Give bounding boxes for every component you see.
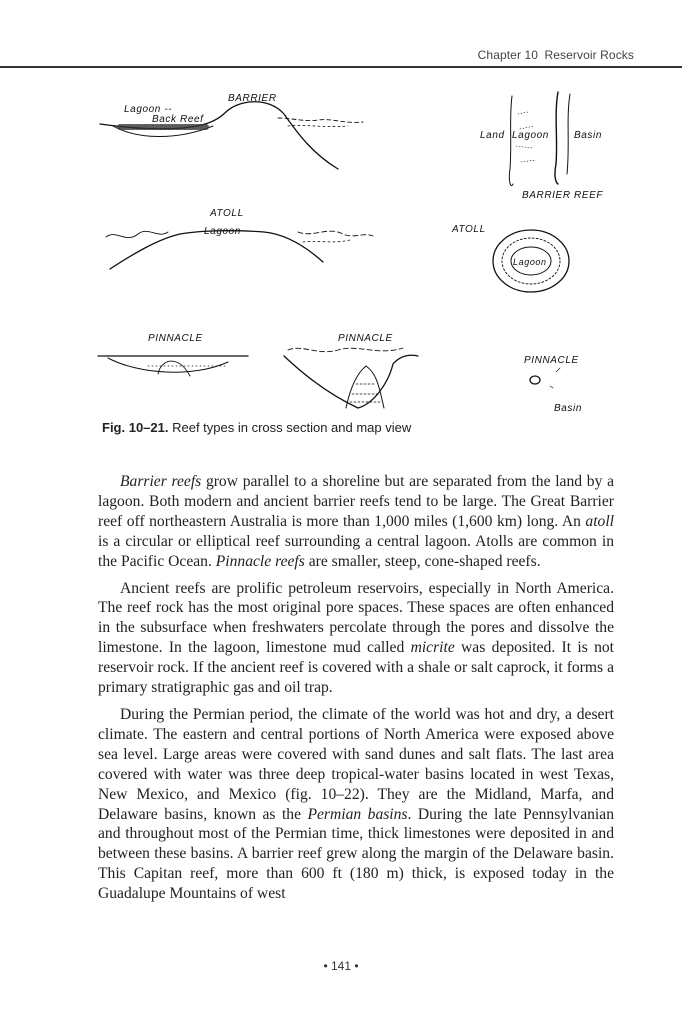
label-atoll-lagoon: Lagoon <box>204 226 241 237</box>
paragraph-2-text-a: Ancient reefs are prolific petroleum reservoirs, especially in North America. The reef rock has the most original pore spaces. These spaces are often enhanced in the subsurface when freshwaters percolate through the pores and dissolve the limestone. In the lagoon, limestone mud called <box>98 579 614 657</box>
label-barrier: BARRIER <box>228 93 277 104</box>
paragraph-1-text-a: grow parallel to a shoreline but are separated from the land by a lagoon. Both modern and ancient barrier reefs tend to be large. The Great Barrier reef off northeastern Australia is more than 1,000 miles (1,600 km) long. An <box>98 473 615 530</box>
figure-caption <box>102 420 411 435</box>
label-map-land: Land <box>480 130 505 141</box>
label-back-reef: Back Reef <box>152 114 204 125</box>
running-head <box>478 48 634 62</box>
header-rule <box>0 66 682 68</box>
label-pinnacle-left: PINNACLE <box>148 333 203 344</box>
label-lagoon: Lagoon -- <box>124 104 173 115</box>
paragraph-3 <box>98 705 614 904</box>
paragraph-3-text-a: During the Permian period, the climate of the world was hot and dry, a desert climate. The eastern and central portions of North America were exposed above sea level. Large areas were covered with sand dunes and salt flats. The last area covered with water was three deep tropical-water basins located in west Texas, New Mexico, and Mexico (fig. 10–22). They are the Midland, Marfa, and Delaware basins, known as the <box>98 705 614 823</box>
label-map-lagoon: Lagoon <box>512 130 549 141</box>
label-map-basin: Basin <box>574 130 603 141</box>
chapter-title: Reservoir Rocks <box>544 48 634 62</box>
paragraph-2 <box>98 579 614 698</box>
paragraph-3-text-b: . During the late Pennsylvanian and throughout most of the Permian time, thick limestones were deposited in and between these basins. A barrier reef grew along the margin of the Delaware basin. This Capitan reef, more than 600 ft (180 m) thick, is exposed today in the Guadalupe Mountains of west <box>98 805 614 903</box>
pinnacle-cross-section <box>98 348 418 408</box>
label-map-pinnacle: PINNACLE <box>524 355 579 366</box>
label-pinnacle-right: PINNACLE <box>338 333 393 344</box>
paragraph-1-text-b: is a circular or elliptical reef surrounding a central lagoon. Atolls are common in the Pacific Ocean. <box>98 532 614 570</box>
term-pinnacle-reefs: Pinnacle reefs <box>215 552 305 570</box>
term-permian-basins: Permian basins <box>307 805 408 823</box>
paragraph-2-text-b: was deposited. It is not reservoir rock. If the ancient reef is covered with a shale or salt caprock, it forms a primary stratigraphic gas and oil trap. <box>98 639 614 697</box>
page-number: • 141 • <box>323 959 359 973</box>
paragraph-1 <box>98 472 614 572</box>
label-map-atoll-lagoon: Lagoon <box>513 257 547 267</box>
term-barrier-reefs: Barrier reefs <box>120 473 202 490</box>
reef-diagram <box>88 74 648 424</box>
paragraph-1-text-c: are smaller, steep, cone-shaped reefs. <box>304 552 541 570</box>
label-map-atoll: ATOLL <box>452 224 486 235</box>
label-atoll: ATOLL <box>210 208 244 219</box>
term-atoll: atoll <box>585 512 614 530</box>
reef-figure <box>88 74 648 424</box>
figure-number: Fig. 10–21. <box>102 420 169 435</box>
body-text <box>98 472 614 911</box>
figure-caption-text: Reef types in cross section and map view <box>168 420 412 435</box>
pinnacle-map <box>530 368 560 388</box>
term-micrite: micrite <box>410 639 455 657</box>
chapter-label: Chapter 10 <box>477 48 539 62</box>
label-barrier-reef: BARRIER REEF <box>522 190 604 201</box>
label-map-pinnacle-basin: Basin <box>554 403 583 414</box>
